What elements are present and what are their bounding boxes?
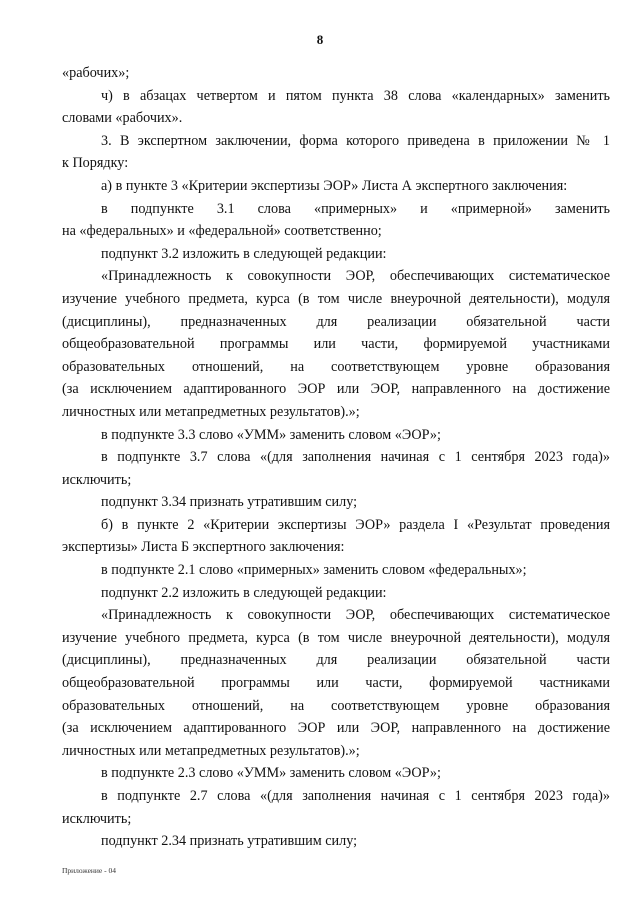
text-line: в подпункте 3.1 слова «примерных» и «примерной» заменить <box>101 200 610 217</box>
text-line: в подпункте 2.7 слова «(для заполнения начиная с 1 сентября 2023 года)» <box>101 788 610 804</box>
text-line: образовательных отношений, на соответствующем уровне образования <box>62 358 610 375</box>
text-line: в подпункте 3.3 слово «УММ» заменить словом «ЭОР»; <box>101 426 441 443</box>
text-line: «рабочих»; <box>62 65 130 81</box>
text-line: словами «рабочих». <box>62 110 183 127</box>
text-line: (дисциплины), предназначенных для реализации обязательной части <box>62 313 610 330</box>
text-line: исключить; <box>62 471 132 488</box>
text-line: в подпункте 3.7 слова «(для заполнения начиная с 1 сентября 2023 года)» <box>101 449 610 466</box>
text-line: в подпункте 2.3 слово «УММ» заменить словом «ЭОР»; <box>101 765 441 782</box>
text-line: подпункт 2.34 признать утратившим силу; <box>101 833 358 850</box>
text-line: б) в пункте 2 «Критерии экспертизы ЭОР» раздела I «Результат проведения <box>101 516 610 533</box>
text-line: «Принадлежность к совокупности ЭОР, обеспечивающих систематическое <box>101 268 610 285</box>
text-line: на «федеральных» и «федеральной» соответственно; <box>62 223 382 240</box>
text-line: общеобразовательной программы или части, формируемой участниками <box>62 336 610 353</box>
text-line: 3. В экспертном заключении, форма которого приведена в приложении № 1 <box>101 132 610 149</box>
page-number: 8 <box>316 32 324 47</box>
text-line: изучение учебного предмета, курса (в том числе внеурочной деятельности), модуля <box>62 629 610 646</box>
text-line: (дисциплины), предназначенных для реализации обязательной части <box>62 652 610 669</box>
text-line: личностных или метапредметных результатов).»; <box>62 403 360 420</box>
document-body <box>62 62 610 853</box>
text-line: подпункт 3.2 изложить в следующей редакции: <box>101 245 387 262</box>
text-line: личностных или метапредметных результатов).»; <box>62 742 360 759</box>
text-line: «Принадлежность к совокупности ЭОР, обеспечивающих систематическое <box>101 607 610 624</box>
footer-annotation: Приложение - 04 <box>62 866 117 875</box>
text-line: к Порядку: <box>62 155 129 172</box>
text-line: подпункт 2.2 изложить в следующей редакции: <box>101 584 387 601</box>
text-line: изучение учебного предмета, курса (в том числе внеурочной деятельности), модуля <box>62 290 610 307</box>
text-line: общеобразовательной программы или части, формируемой частниками <box>62 675 610 692</box>
text-line: исключить; <box>62 810 132 827</box>
text-line: в подпункте 2.1 слово «примерных» заменить словом «федеральных»; <box>101 562 527 579</box>
text-line: подпункт 3.34 признать утратившим силу; <box>101 494 358 511</box>
text-line: образовательных отношений, на соответствующем уровне образования <box>62 697 610 714</box>
text-line: (за исключением адаптированного ЭОР или ЭОР, направленного на достижение <box>62 381 610 398</box>
text-line: экспертизы» Листа Б экспертного заключения: <box>62 539 345 556</box>
text-line: ч) в абзацах четвертом и пятом пункта 38 слова «календарных» заменить <box>101 87 610 104</box>
text-line: (за исключением адаптированного ЭОР или ЭОР, направленного на достижение <box>62 720 610 737</box>
text-line: а) в пункте 3 «Критерии экспертизы ЭОР» Листа А экспертного заключения: <box>101 177 568 194</box>
